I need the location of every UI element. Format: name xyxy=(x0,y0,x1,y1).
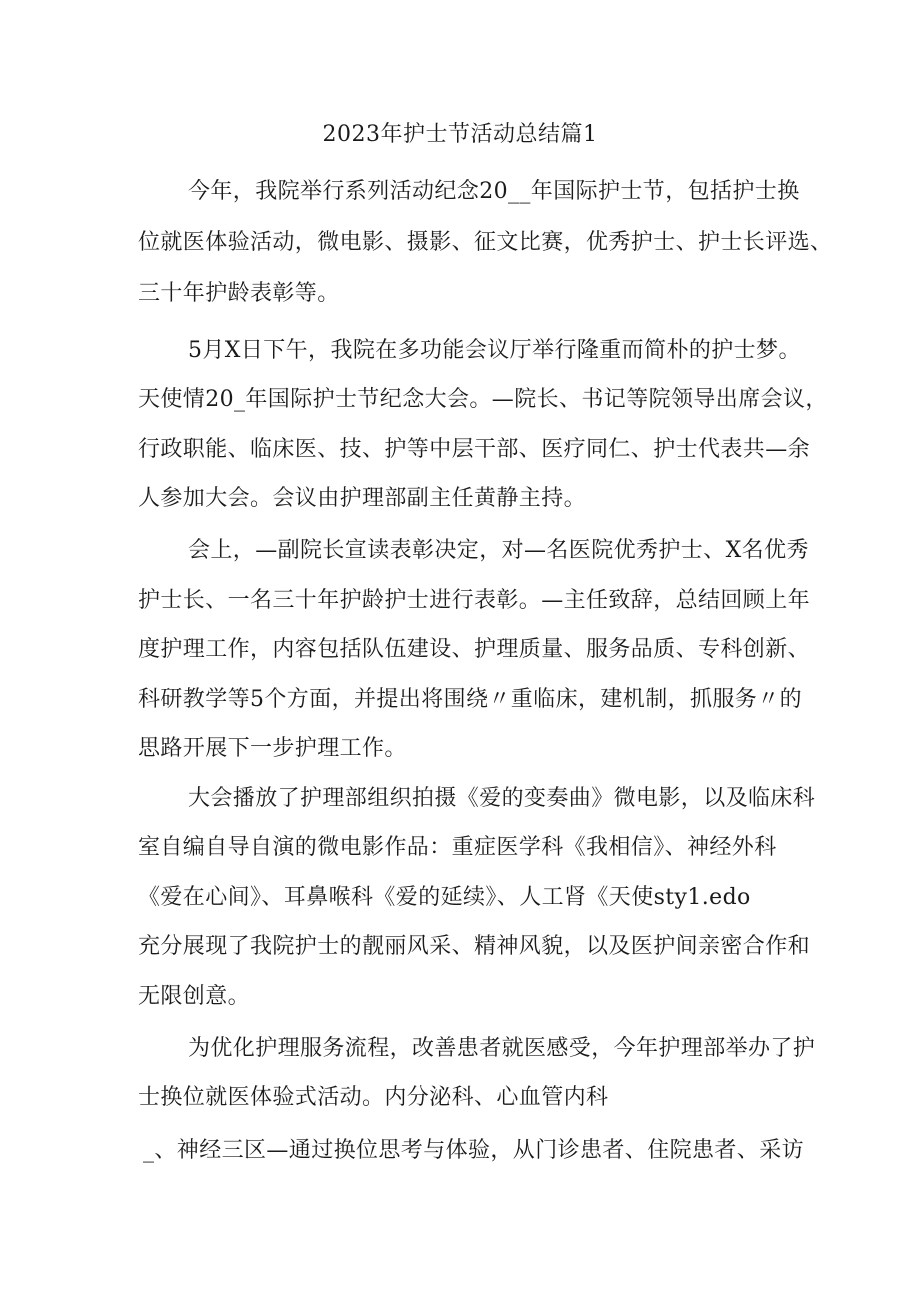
paragraph-3-line-1: 会上，—副院长宣读表彰决定，对—名医院优秀护士、X名优秀 xyxy=(188,538,809,563)
paragraph-3-line-2: 护士长、一名三十年护龄护士进行表彰。—主任致辞，总结回顾上年 xyxy=(138,588,811,613)
paragraph-2-line-4: 人参加大会。会议由护理部副主任黄静主持。 xyxy=(138,486,587,511)
paragraph-4-line-4: 充分展现了我院护士的靓丽风采、精神风貌，以及医护间亲密合作和 xyxy=(138,934,811,959)
paragraph-4-line-2: 室自编自导自演的微电影作品：重症医学科《我相信》、神经外科 xyxy=(138,835,777,860)
paragraph-4-line-5: 无限创意。 xyxy=(138,984,251,1009)
paragraph-5-line-3: _、神经三区—通过换位思考与体验，从门诊患者、住院患者、采访 xyxy=(143,1138,805,1163)
paragraph-2-line-3: 行政职能、临床医、技、护等中层干部、医疗同仁、护士代表共—余 xyxy=(138,437,811,462)
paragraph-5-line-2: 士换位就医体验式活动。内分泌科、心血管内科 xyxy=(138,1085,609,1110)
paragraph-4-line-3: 《爱在心间》、耳鼻喉科《爱的延续》、人工肾《天使sty1.edo xyxy=(138,885,751,910)
paragraph-1-line-2: 位就医体验活动，微电影、摄影、征文比赛，优秀护士、护士长评选、 xyxy=(138,230,833,255)
paragraph-1-line-1: 今年，我院举行系列活动纪念20__年国际护士节，包括护士换 xyxy=(188,179,800,204)
paragraph-2-line-1: 5月X日下午，我院在多功能会议厅举行隆重而简朴的护士梦。 xyxy=(188,338,801,363)
paragraph-2-line-2: 天使情20_年国际护士节纪念大会。—院长、书记等院领导出席会议， xyxy=(138,387,828,412)
paragraph-1-line-3: 三十年护龄表彰等。 xyxy=(138,281,340,306)
paragraph-4-line-1: 大会播放了护理部组织拍摄《爱的变奏曲》微电影，以及临床科 xyxy=(188,786,816,811)
paragraph-3-line-3: 度护理工作，内容包括队伍建设、护理质量、服务品质、专科创新、 xyxy=(138,637,811,662)
document-title: 2023年护士节活动总结篇1 xyxy=(322,122,598,147)
paragraph-3-line-5: 思路开展下一步护理工作。 xyxy=(138,736,407,761)
paragraph-3-line-4: 科研教学等5个方面，并提出将围绕〃重临床，建机制，抓服务〃的 xyxy=(138,687,802,712)
paragraph-5-line-1: 为优化护理服务流程，改善患者就医感受，今年护理部举办了护 xyxy=(188,1036,816,1061)
